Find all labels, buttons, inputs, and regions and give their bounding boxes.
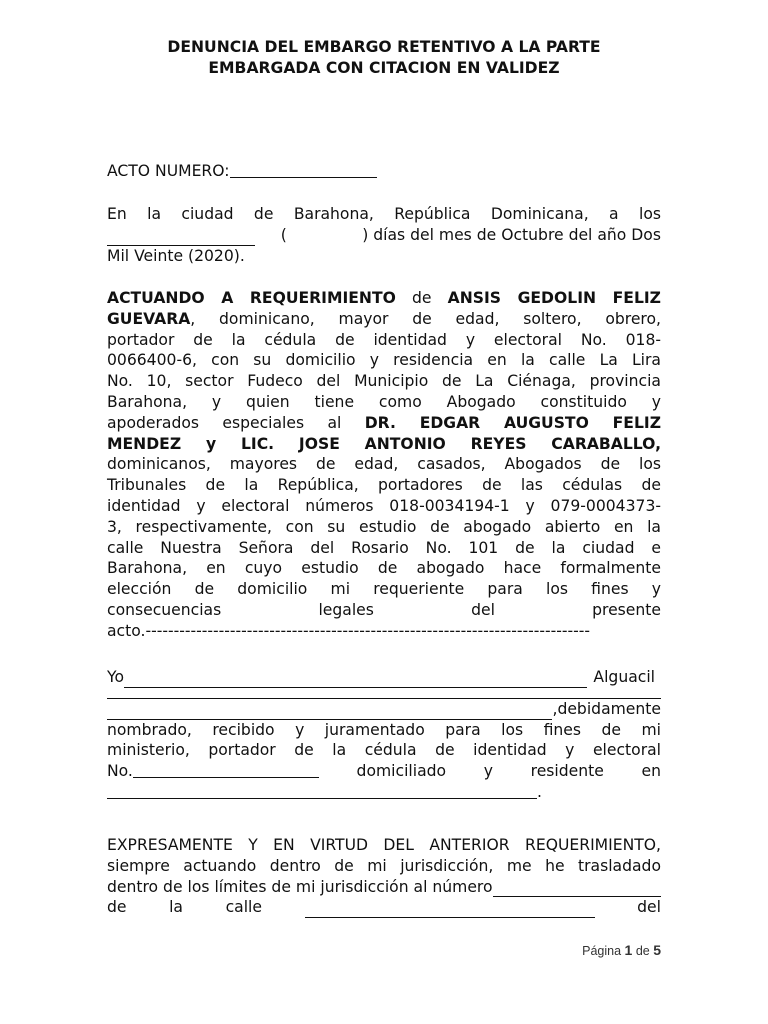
p3-line-3: ,debidamente — [107, 699, 661, 720]
paragraph-alguacil — [107, 667, 661, 803]
alguacil-name-blank[interactable] — [124, 671, 587, 688]
title-line-2: EMBARGADA CON CITACION EN VALIDEZ — [208, 59, 560, 77]
p2-line-3: portador de la cédula de identidad y electoral No. 018- — [107, 330, 661, 349]
p2-line-14: Barahona, en cuyo estudio de abogado hace formalmente — [107, 559, 661, 578]
page-number: 1 — [624, 942, 633, 958]
p3-line-1: Yo Alguacil — [107, 668, 655, 686]
p1-line-2: ( ) días del mes de Octubre del año Dos — [107, 225, 661, 246]
p2-line-1: ACTUANDO A REQUERIMIENTO de ANSIS GEDOLIN FELIZ — [107, 289, 661, 307]
p2-line-6: Barahona, y quien tiene como Abogado constituido y — [107, 392, 661, 411]
cedula-blank[interactable] — [133, 761, 319, 778]
page-footer: Página 1 de 5 — [582, 942, 661, 958]
p2-line-15: elección de domicilio mi requeriente para los fines y — [107, 580, 661, 599]
paragraph-date — [107, 204, 661, 266]
acto-number-blank[interactable] — [230, 161, 377, 178]
title-line-1: DENUNCIA DEL EMBARGO RETENTIVO A LA PARTE — [167, 38, 601, 56]
p2-line-11: identidad y electoral números 018-0034194-1 y 079-0004373- — [107, 496, 661, 515]
calle-blank[interactable] — [305, 901, 595, 918]
alguacil-rule-3[interactable] — [107, 703, 552, 720]
p2-line-13: calle Nuestra Señora del Rosario No. 101 de la ciudad e — [107, 538, 661, 557]
paragraph-expresamente — [107, 835, 661, 918]
p4-line-3: dentro de los límites de mi jurisdicción al número — [107, 877, 661, 898]
days-blank[interactable] — [107, 229, 255, 246]
paragraph-actuando — [107, 288, 661, 642]
p2-line-8: MENDEZ y LIC. JOSE ANTONIO REYES CARABALLO, — [107, 434, 661, 453]
p2-line-17: acto.------------------------------------------------------------------------------- — [107, 621, 590, 640]
p2-line-7: apoderados especiales al DR. EDGAR AUGUSTO FELIZ — [107, 413, 661, 432]
p3-line-5: ministerio, portador de la cédula de identidad y electoral — [107, 741, 661, 760]
p2-line-16: consecuencias legales del presente — [107, 600, 661, 619]
p2-line-10: Tribunales de la República, portadores de las cédulas de — [107, 476, 661, 495]
p2-line-4: 0066400-6, con su domicilio y residencia en la calle La Lira — [107, 351, 661, 370]
p4-line-1: EXPRESAMENTE Y EN VIRTUD DEL ANTERIOR REQUERIMIENTO, — [107, 836, 661, 854]
p2-line-5: No. 10, sector Fudeco del Municipio de La Ciénaga, provincia — [107, 372, 661, 391]
acto-numero — [107, 161, 661, 182]
p3-line-7: . — [107, 782, 661, 803]
p1-line-1: En la ciudad de Barahona, República Dominicana, a los — [107, 205, 661, 223]
p2-line-2: GUEVARA, dominicano, mayor de edad, soltero, obrero, — [107, 309, 661, 328]
p3-line-6: No. domiciliado y residente en — [107, 762, 661, 781]
p3-line-4: nombrado, recibido y juramentado para los fines de mi — [107, 720, 661, 739]
p1-line-3: Mil Veinte (2020). — [107, 246, 245, 265]
p4-line-4: de la calle del — [107, 898, 661, 917]
domicilio-blank[interactable] — [107, 782, 537, 799]
page-total: 5 — [653, 942, 661, 958]
numero-blank[interactable] — [493, 880, 661, 897]
acto-label: ACTO NUMERO: — [107, 162, 230, 180]
document-title — [107, 37, 661, 79]
p2-line-9: dominicanos, mayores de edad, casados, Abogados de los — [107, 455, 661, 474]
p4-line-2: siempre actuando dentro de mi jurisdicción, me he trasladado — [107, 856, 661, 875]
p2-line-12: 3, respectivamente, con su estudio de abogado abierto en la — [107, 517, 661, 536]
